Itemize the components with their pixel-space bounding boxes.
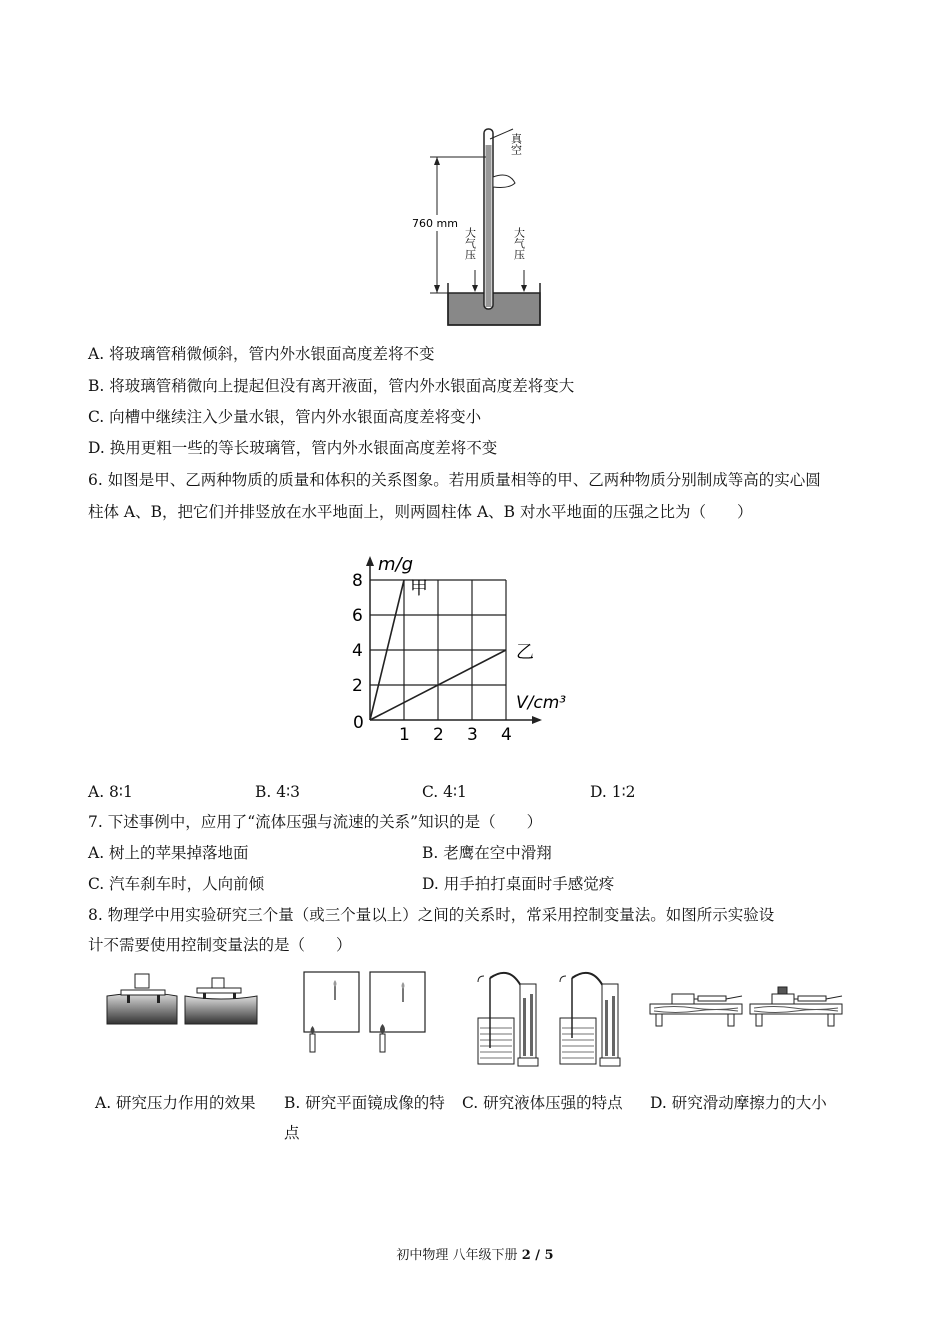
q7-stem: 7. 下述事例中，应用了“流体压强与流速的关系”知识的是（ ）	[88, 813, 543, 831]
figure-pressure-effect	[105, 968, 260, 1028]
q5-option-d: D. 换用更粗一些的等长玻璃管，管内外水银面高度差将不变	[88, 439, 498, 457]
y-axis-label: m/g	[378, 554, 414, 575]
q8-stem-line2: 计不需要使用控制变量法的是（ ）	[88, 936, 352, 954]
y-tick-label: 2	[352, 676, 363, 696]
vacuum-label: 真空	[509, 133, 523, 155]
q6-stem-line2: 柱体 A、B，把它们并排竖放在水平地面上，则两圆柱体 A、B 对水平地面的压强之比为（ ）	[88, 503, 753, 521]
q7-option-d: D. 用手拍打桌面时手感觉疼	[422, 875, 615, 893]
figure-sliding-friction	[648, 980, 848, 1030]
q6-option-a: A. 8∶1	[88, 783, 133, 801]
series-label-1: 甲	[410, 578, 428, 599]
q8-caption-b: B. 研究平面镜成像的特点	[284, 1094, 445, 1142]
q8-stem-line1: 8. 物理学中用实验研究三个量（或三个量以上）之间的关系时，常采用控制变量法。如图所示实验设	[88, 906, 775, 924]
x-tick-label: 3	[467, 725, 478, 745]
torricelli-figure	[400, 115, 550, 330]
height-label: 760 mm	[412, 217, 458, 230]
q8-caption-d: D. 研究滑动摩擦力的大小	[650, 1094, 827, 1112]
q6-option-b: B. 4∶3	[255, 783, 301, 801]
q8-caption-c: C. 研究液体压强的特点	[462, 1094, 623, 1112]
x-axis-arrow	[532, 716, 542, 724]
q6-option-d: D. 1∶2	[590, 783, 636, 801]
footer-text: 初中物理 八年级下册	[396, 1248, 522, 1263]
y-axis-arrow	[366, 556, 374, 566]
x-tick-label: 4	[501, 725, 512, 745]
q7-option-c: C. 汽车刹车时，人向前倾	[88, 875, 265, 893]
figure-liquid-pressure	[470, 968, 630, 1073]
y-tick-label: 4	[352, 641, 363, 661]
y-tick-label: 6	[352, 606, 363, 626]
q7-option-a: A. 树上的苹果掉落地面	[88, 844, 249, 862]
q5-option-a: A. 将玻璃管稍微倾斜，管内外水银面高度差将不变	[88, 345, 435, 363]
series-label-2: 乙	[516, 642, 534, 663]
page-footer	[0, 1244, 950, 1263]
y-tick-label: 8	[352, 571, 363, 591]
mass-volume-chart	[330, 530, 610, 760]
figure-plane-mirror	[300, 968, 440, 1063]
q5-option-b: B. 将玻璃管稍微向上提起但没有离开液面，管内外水银面高度差将变大	[88, 377, 575, 395]
atm-right-label: 大气压	[512, 227, 526, 260]
x-tick-label: 1	[399, 725, 410, 745]
x-tick-label: 2	[433, 725, 444, 745]
x-axis-label: V/cm³	[516, 693, 567, 713]
q7-option-b: B. 老鹰在空中滑翔	[422, 844, 552, 862]
q6-stem-line1: 6. 如图是甲、乙两种物质的质量和体积的关系图象。若用质量相等的甲、乙两种物质分别制成等高的实心圆	[88, 471, 821, 489]
q6-option-c: C. 4∶1	[422, 783, 467, 801]
q5-option-c: C. 向槽中继续注入少量水银，管内外水银面高度差将变小	[88, 408, 482, 426]
page-number: 2 / 5	[521, 1248, 554, 1263]
q8-caption-a: A. 研究压力作用的效果	[95, 1094, 256, 1112]
atm-left-label: 大气压	[463, 227, 477, 260]
origin-label: 0	[353, 713, 364, 733]
